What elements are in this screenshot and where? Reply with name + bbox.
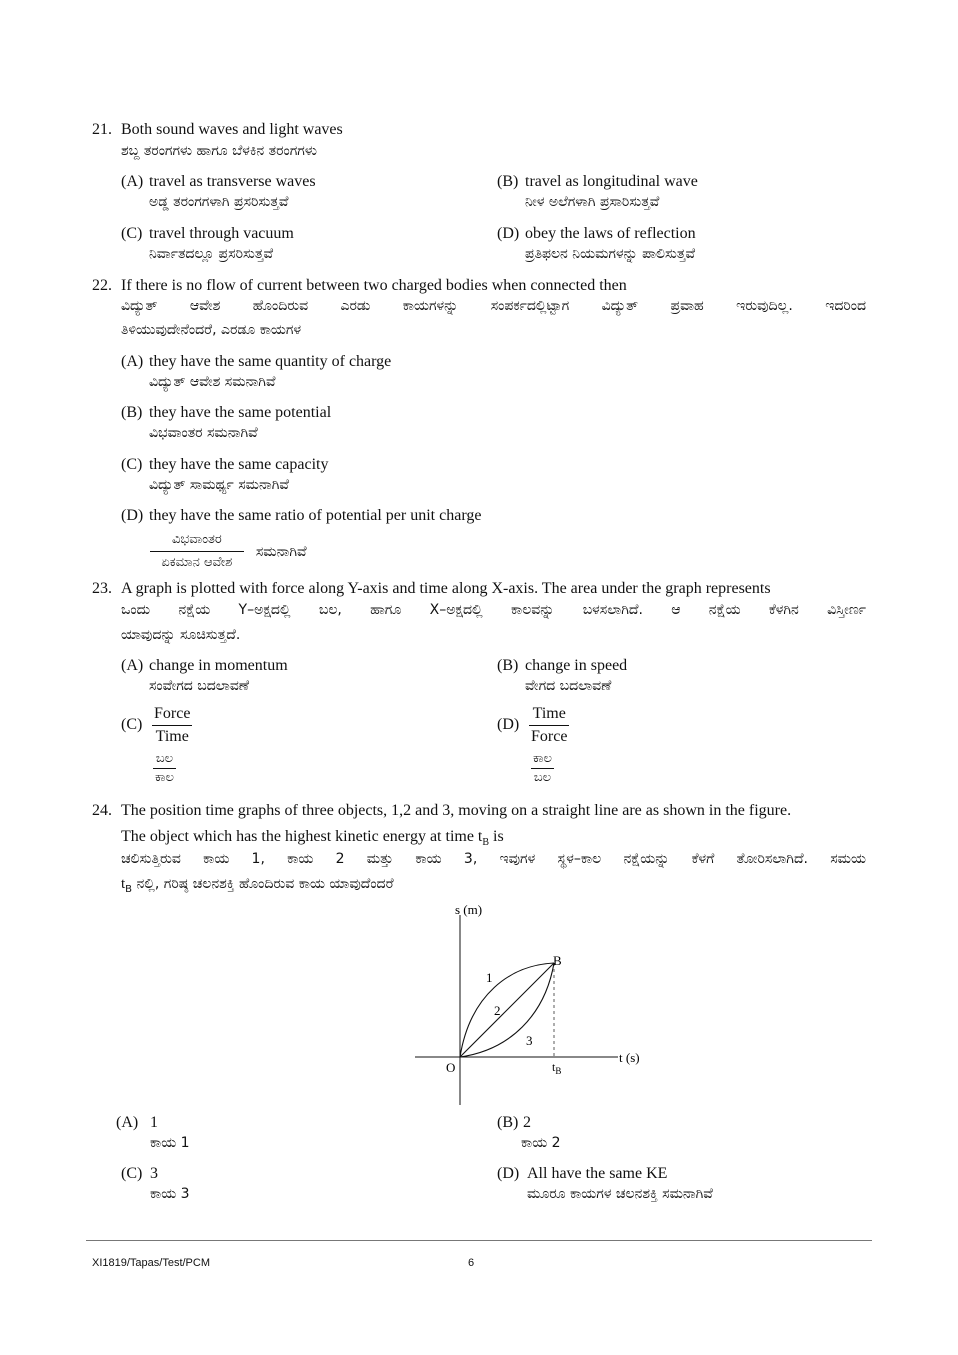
y-axis-label: s (m): [455, 902, 483, 917]
footer-code: XI1819/Tapas/Test/PCM: [92, 1257, 211, 1269]
question-text-kn-line2: ತಿಳಿಯುವುದೇನೆಂದರೆ, ಎರಡೂ ಕಾಯಗಳ: [121, 322, 302, 338]
option-c-text-en: travel through vacuum: [149, 225, 294, 242]
kn-fraction-denominator: ಕಾಲ: [155, 770, 174, 785]
option-b-text-en: travel as longitudinal wave: [525, 173, 698, 190]
fraction-denominator: Time: [155, 728, 189, 745]
question-text-en-line1: The position time graphs of three objects, 1,2 and 3, moving on a straight line are as shown in the figure.: [121, 802, 792, 819]
option-d-text-en: they have the same ratio of potential per unit charge: [149, 507, 482, 524]
question-text-kn-line2: [121, 874, 394, 900]
option-b-text-kn: ವೇಗದ ಬದಲಾವಣೆ: [525, 678, 612, 694]
option-c-kn-fraction: [153, 751, 176, 786]
option-d-fraction: [529, 704, 569, 747]
option-label: (B): [121, 404, 143, 421]
option-label: (C): [121, 225, 143, 242]
question-text-kn-line2: ಯಾವುದನ್ನು ಸೂಚಿಸುತ್ತದೆ.: [121, 627, 241, 643]
subscript: B: [482, 837, 490, 849]
option-label: (C): [121, 1165, 143, 1182]
option-label: (B): [497, 657, 519, 674]
option-a-text-en: 1: [150, 1114, 158, 1131]
fraction-numerator: Force: [152, 704, 192, 726]
x-axis-label: t (s): [619, 1050, 640, 1065]
kn-fraction-numerator: ಬಲ: [153, 751, 176, 769]
curve-1-label: 1: [486, 970, 493, 985]
option-label: (A): [121, 173, 144, 190]
option-b-text-kn: ಕಾಯ 2: [521, 1135, 561, 1151]
origin-label: O: [446, 1060, 456, 1075]
question-text-en: If there is no flow of current between two charged bodies when connected then: [121, 277, 627, 294]
question-number: 24.: [92, 802, 112, 819]
curve-3-label: 3: [526, 1033, 533, 1048]
kn-fraction-suffix: ಸಮನಾಗಿವೆ: [255, 543, 307, 560]
kn-fraction-numerator: ವಿಭವಾಂತರ: [150, 530, 244, 552]
kn-fraction: [150, 530, 244, 573]
footer-divider: [86, 1240, 872, 1241]
option-label: (D): [497, 1165, 520, 1182]
question-number: 21.: [92, 121, 112, 138]
option-b-text-en: change in speed: [525, 657, 628, 674]
option-d-text-kn: ಪ್ರತಿಫಲನ ನಿಯಮಗಳನ್ನು ಪಾಲಿಸುತ್ತವೆ: [525, 246, 696, 262]
option-b-text-kn: ವಿಭವಾಂತರ ಸಮನಾಗಿವೆ: [149, 425, 258, 441]
option-label: (A): [116, 1114, 139, 1131]
option-b-text-en: 2: [523, 1114, 531, 1131]
question-text-en: A graph is plotted with force along Y-axis and time along X-axis. The area under the graph represents: [121, 580, 771, 597]
kn-fraction: [531, 751, 554, 786]
t-symbol: t: [121, 876, 126, 892]
point-b-label: B: [553, 953, 562, 968]
question-number: 23.: [92, 580, 112, 597]
fraction: [152, 704, 192, 747]
option-label: (D): [497, 225, 520, 242]
question-text-en-line2-end: is: [489, 828, 504, 845]
option-d-kn-fraction: [531, 751, 554, 786]
fraction-numerator: Time: [529, 704, 569, 726]
tick-sub: B: [555, 1066, 562, 1076]
option-d-text-en: All have the same KE: [527, 1165, 668, 1182]
kn-fraction-denominator: ಏಕಮಾನ ಆವೇಶ: [161, 555, 233, 570]
fraction: [529, 704, 569, 747]
question-text-en-line2-main: The object which has the highest kinetic energy at time t: [121, 828, 483, 845]
option-d-kn-expression: [150, 530, 307, 573]
option-a-text-en: they have the same quantity of charge: [149, 353, 392, 370]
option-a-text-kn: ಕಾಯ 1: [150, 1135, 190, 1151]
option-c-text-en: 3: [150, 1165, 158, 1182]
option-d-text-en: obey the laws of reflection: [525, 225, 696, 242]
question-number: 22.: [92, 277, 112, 294]
question-text-kn-line1: ಚಲಿಸುತ್ತಿರುವ ಕಾಯ 1, ಕಾಯ 2 ಮತ್ತು ಕಾಯ 3, ಇವುಗಳ ಸ್ಥಳ–ಕಾಲ ನಕ್ಷೆಯನ್ನು ಕೆಳಗೆ ತೋರಿಸಲಾಗಿದೆ. ಸಮಯ: [121, 851, 866, 867]
subscript: B: [125, 883, 133, 895]
option-c-fraction: [152, 704, 192, 747]
option-label: (D): [497, 716, 520, 733]
option-label: (B): [497, 1114, 519, 1131]
question-text-kn-line1: ಒಂದು ನಕ್ಷೆಯ Y–ಅಕ್ಷದಲ್ಲಿ ಬಲ, ಹಾಗೂ X–ಅಕ್ಷದಲ್ಲಿ ಕಾಲವನ್ನು ಬಳಸಲಾಗಿದೆ. ಆ ನಕ್ಷೆಯ ಕೆಳಗಿನ ವಿಸ್ತೀರ್ಣ: [121, 602, 866, 618]
option-a-text-kn: ವಿದ್ಯುತ್ ಆವೇಶ ಸಮನಾಗಿವೆ: [149, 374, 276, 390]
option-a-text-kn: ಅಡ್ಡ ತರಂಗಗಳಾಗಿ ಪ್ರಸರಿಸುತ್ತವೆ: [149, 194, 289, 210]
kn-fraction: [153, 751, 176, 786]
tick-t: t: [552, 1060, 556, 1074]
option-d-text-kn: ಮೂರೂ ಕಾಯಗಳ ಚಲನಶಕ್ತಿ ಸಮನಾಗಿವೆ: [527, 1186, 713, 1202]
option-c-text-kn: ನಿರ್ವಾತದಲ್ಲೂ ಪ್ರಸರಿಸುತ್ತವೆ: [149, 246, 274, 262]
question-text-kn-line2-main: ನಲ್ಲಿ, ಗರಿಷ್ಠ ಚಲನಶಕ್ತಿ ಹೊಂದಿರುವ ಕಾಯ ಯಾವುದೆಂದರೆ: [132, 876, 394, 892]
option-label: (D): [121, 507, 144, 524]
option-c-text-kn: ವಿದ್ಯುತ್ ಸಾಮರ್ಥ್ಯ ಸಮನಾಗಿವೆ: [149, 477, 289, 493]
kn-fraction-numerator: ಕಾಲ: [531, 751, 554, 769]
option-b-text-kn: ನೀಳ ಅಲೆಗಳಾಗಿ ಪ್ರಸಾರಿಸುತ್ತವೆ: [525, 194, 660, 210]
question-text-kn-line1: ವಿದ್ಯುತ್ ಆವೇಶ ಹೊಂದಿರುವ ಎರಡು ಕಾಯಗಳನ್ನು ಸಂಪರ್ಕದಲ್ಲಿಟ್ಟಾಗ ವಿದ್ಯುತ್ ಪ್ರವಾಹ ಇರುವುದಿಲ್ಲ. ಇದರಿಂದ: [121, 298, 866, 314]
option-label: (B): [497, 173, 519, 190]
curve-2-label: 2: [494, 1003, 501, 1018]
question-text-kn: ಶಬ್ದ ತರಂಗಗಳು ಹಾಗೂ ಬೆಳಕಿನ ತರಂಗಗಳು: [121, 143, 317, 159]
fraction-denominator: Force: [531, 728, 568, 745]
option-b-text-en: they have the same potential: [149, 404, 332, 421]
option-label: (A): [121, 657, 144, 674]
page-number: 6: [468, 1257, 475, 1269]
option-a-text-en: travel as transverse waves: [149, 173, 316, 190]
option-a-text-kn: ಸಂವೇಗದ ಬದಲಾವಣೆ: [149, 678, 249, 694]
option-a-text-en: change in momentum: [149, 657, 288, 674]
kn-fraction-denominator: ಬಲ: [533, 770, 552, 785]
option-c-text-kn: ಕಾಯ 3: [150, 1186, 190, 1202]
question-text-en: Both sound waves and light waves: [121, 121, 343, 138]
option-c-text-en: they have the same capacity: [149, 456, 329, 473]
option-label: (A): [121, 353, 144, 370]
option-label: (C): [121, 716, 143, 733]
option-label: (C): [121, 456, 143, 473]
tb-tick-label: [552, 1060, 561, 1076]
position-time-graph: [400, 895, 660, 1110]
